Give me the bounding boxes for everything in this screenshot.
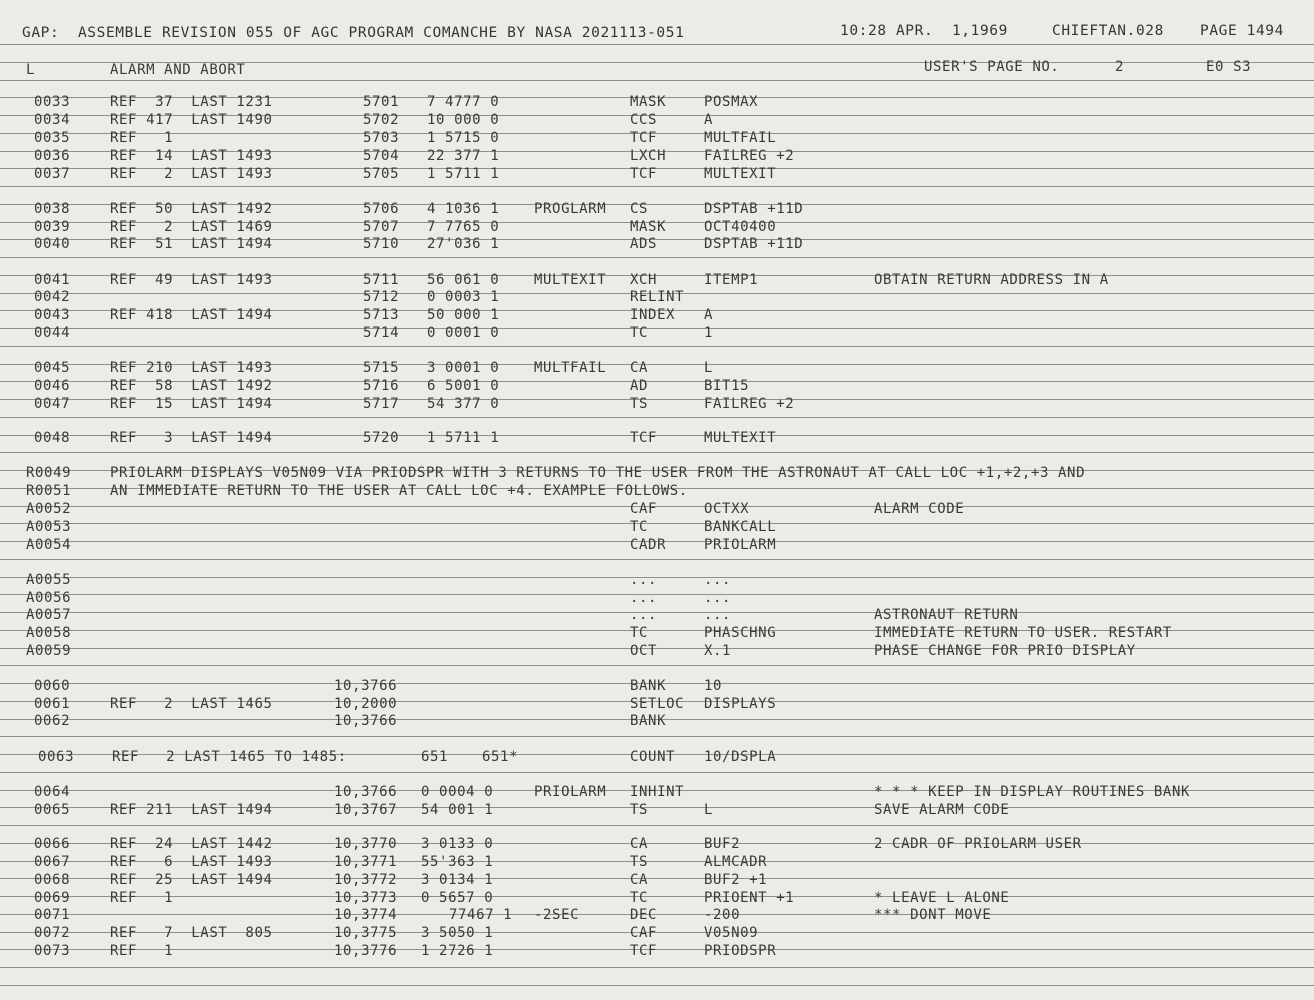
line-no: 0048 <box>34 430 71 446</box>
header-title: GAP: ASSEMBLE REVISION 055 OF AGC PROGRAM COMANCHE BY NASA 2021113-051 <box>22 25 685 41</box>
line-loc: 5714 <box>363 325 400 341</box>
users-page-label: USER'S PAGE NO. <box>924 59 1060 75</box>
line-addr: V05N09 <box>704 925 759 941</box>
line-addr: X.1 <box>704 643 732 659</box>
line-op: TS <box>630 396 649 412</box>
line-ref: REF 14 LAST 1493 <box>110 148 273 164</box>
line-code: 1 5711 1 <box>427 430 500 446</box>
line-cmt: 2 CADR OF PRIOLARM USER <box>874 836 1082 852</box>
line-no: 0034 <box>34 112 71 128</box>
count-line-number: 0063 <box>38 749 75 765</box>
line-code: 3 0134 1 <box>421 872 494 888</box>
line-op: CAF <box>630 501 658 517</box>
log-section-title: ALARM AND ABORT <box>110 62 246 78</box>
line-addr: ... <box>704 572 732 588</box>
line-ref: REF 1 <box>110 943 174 959</box>
subheader-right: E0 S3 <box>1206 59 1252 75</box>
line-code: 1 2726 1 <box>421 943 494 959</box>
line-op: CS <box>630 201 649 217</box>
line-cmt: IMMEDIATE RETURN TO USER. RESTART <box>874 625 1172 641</box>
line-addr: -200 <box>704 907 741 923</box>
line-op: ... <box>630 572 658 588</box>
line-no: 0067 <box>34 854 71 870</box>
line-op: BANK <box>630 713 667 729</box>
line-no: 0043 <box>34 307 71 323</box>
line-code: 0 0004 0 <box>421 784 494 800</box>
line-addr: ITEMP1 <box>704 272 759 288</box>
line-loc: 10,3774 <box>334 907 398 923</box>
line-addr: PHASCHNG <box>704 625 777 641</box>
line-ref: REF 51 LAST 1494 <box>110 236 273 252</box>
line-no: A0055 <box>26 572 72 588</box>
count-line-op: COUNT <box>630 749 676 765</box>
line-op: INHINT <box>630 784 685 800</box>
line-ref: REF 50 LAST 1492 <box>110 201 273 217</box>
remark-number: R0049 <box>26 465 72 481</box>
line-code: 3 0001 0 <box>427 360 500 376</box>
line-ref: REF 37 LAST 1231 <box>110 94 273 110</box>
line-cmt: * * * KEEP IN DISPLAY ROUTINES BANK <box>874 784 1191 800</box>
line-addr: A <box>704 307 714 323</box>
line-loc: 5705 <box>363 166 400 182</box>
line-loc: 5720 <box>363 430 400 446</box>
line-ref: REF 3 LAST 1494 <box>110 430 273 446</box>
line-addr: L <box>704 360 714 376</box>
line-no: 0035 <box>34 130 71 146</box>
line-label: MULTFAIL <box>534 360 607 376</box>
line-addr: 1 <box>704 325 714 341</box>
line-no: 0073 <box>34 943 71 959</box>
line-op: TC <box>630 890 649 906</box>
line-no: 0065 <box>34 802 71 818</box>
line-addr: L <box>704 802 714 818</box>
line-no: 0037 <box>34 166 71 182</box>
line-op: TCF <box>630 430 658 446</box>
line-code: 54 377 0 <box>427 396 500 412</box>
line-code: 50 000 1 <box>427 307 500 323</box>
line-loc: 5712 <box>363 289 400 305</box>
line-ref: REF 2 LAST 1465 <box>110 696 273 712</box>
line-ref: REF 210 LAST 1493 <box>110 360 273 376</box>
line-no: A0057 <box>26 607 72 623</box>
line-addr: OCTXX <box>704 501 750 517</box>
line-loc: 5713 <box>363 307 400 323</box>
header-time: 10:28 APR. 1,1969 <box>840 23 1008 39</box>
line-loc: 10,3766 <box>334 678 398 694</box>
line-code: 55'363 1 <box>421 854 494 870</box>
line-op: LXCH <box>630 148 667 164</box>
line-loc: 5701 <box>363 94 400 110</box>
line-code: 27'036 1 <box>427 236 500 252</box>
line-code: 10 000 0 <box>427 112 500 128</box>
line-no: 0041 <box>34 272 71 288</box>
line-loc: 5710 <box>363 236 400 252</box>
line-no: 0033 <box>34 94 71 110</box>
line-ref: REF 418 LAST 1494 <box>110 307 273 323</box>
line-ref: REF 2 LAST 1469 <box>110 219 273 235</box>
line-loc: 10,3772 <box>334 872 398 888</box>
line-label: PRIOLARM <box>534 784 607 800</box>
line-addr: A <box>704 112 714 128</box>
line-cmt: ASTRONAUT RETURN <box>874 607 1019 623</box>
line-no: 0060 <box>34 678 71 694</box>
line-no: 0046 <box>34 378 71 394</box>
line-addr: FAILREG +2 <box>704 148 795 164</box>
line-addr: POSMAX <box>704 94 759 110</box>
line-no: 0039 <box>34 219 71 235</box>
line-addr: PRIOLARM <box>704 537 777 553</box>
line-op: MASK <box>630 94 667 110</box>
line-op: ... <box>630 590 658 606</box>
line-no: 0062 <box>34 713 71 729</box>
line-loc: 5702 <box>363 112 400 128</box>
line-addr: MULTEXIT <box>704 430 777 446</box>
line-no: A0059 <box>26 643 72 659</box>
line-op: ADS <box>630 236 658 252</box>
line-addr: MULTEXIT <box>704 166 777 182</box>
line-label: -2SEC <box>534 907 580 923</box>
line-no: A0053 <box>26 519 72 535</box>
line-addr: MULTFAIL <box>704 130 777 146</box>
count-value-1: 651 <box>421 749 449 765</box>
line-code: 77467 1 <box>449 907 513 923</box>
line-addr: BUF2 +1 <box>704 872 768 888</box>
line-op: BANK <box>630 678 667 694</box>
line-cmt: OBTAIN RETURN ADDRESS IN A <box>874 272 1109 288</box>
line-ref: REF 7 LAST 805 <box>110 925 273 941</box>
line-ref: REF 25 LAST 1494 <box>110 872 273 888</box>
line-addr: 10 <box>704 678 723 694</box>
line-ref: REF 417 LAST 1490 <box>110 112 273 128</box>
line-op: CAF <box>630 925 658 941</box>
log-section-letter: L <box>26 62 36 78</box>
line-ref: REF 58 LAST 1492 <box>110 378 273 394</box>
line-addr: PRIODSPR <box>704 943 777 959</box>
line-op: TCF <box>630 130 658 146</box>
remark-text: AN IMMEDIATE RETURN TO THE USER AT CALL LOC +4. EXAMPLE FOLLOWS. <box>110 483 688 499</box>
line-cmt: SAVE ALARM CODE <box>874 802 1010 818</box>
line-op: MASK <box>630 219 667 235</box>
line-loc: 5703 <box>363 130 400 146</box>
line-loc: 10,3771 <box>334 854 398 870</box>
line-op: CA <box>630 872 649 888</box>
line-loc: 5716 <box>363 378 400 394</box>
line-ref: REF 1 <box>110 130 174 146</box>
line-no: A0052 <box>26 501 72 517</box>
line-no: 0064 <box>34 784 71 800</box>
line-loc: 10,3776 <box>334 943 398 959</box>
line-loc: 10,3770 <box>334 836 398 852</box>
line-code: 4 1036 1 <box>427 201 500 217</box>
line-ref: REF 15 LAST 1494 <box>110 396 273 412</box>
line-addr: BIT15 <box>704 378 750 394</box>
line-no: 0044 <box>34 325 71 341</box>
line-op: OCT <box>630 643 658 659</box>
line-cmt: *** DONT MOVE <box>874 907 992 923</box>
line-code: 0 0001 0 <box>427 325 500 341</box>
line-loc: 5706 <box>363 201 400 217</box>
line-addr: ... <box>704 607 732 623</box>
line-no: 0068 <box>34 872 71 888</box>
header-file: CHIEFTAN.028 <box>1052 23 1164 39</box>
line-loc: 10,3767 <box>334 802 398 818</box>
line-ref: REF 1 <box>110 890 174 906</box>
line-no: A0056 <box>26 590 72 606</box>
line-loc: 5707 <box>363 219 400 235</box>
line-op: CA <box>630 360 649 376</box>
header-page: PAGE 1494 <box>1200 23 1284 39</box>
line-no: 0040 <box>34 236 71 252</box>
line-addr: DSPTAB +11D <box>704 201 804 217</box>
line-no: 0047 <box>34 396 71 412</box>
line-op: TS <box>630 854 649 870</box>
line-op: TC <box>630 625 649 641</box>
line-no: 0072 <box>34 925 71 941</box>
line-no: 0069 <box>34 890 71 906</box>
line-loc: 10,3766 <box>334 713 398 729</box>
line-op: TCF <box>630 943 658 959</box>
line-no: 0071 <box>34 907 71 923</box>
line-code: 6 5001 0 <box>427 378 500 394</box>
line-no: 0038 <box>34 201 71 217</box>
line-loc: 10,3766 <box>334 784 398 800</box>
line-no: 0045 <box>34 360 71 376</box>
line-code: 1 5715 0 <box>427 130 500 146</box>
line-op: TC <box>630 325 649 341</box>
line-no: 0036 <box>34 148 71 164</box>
line-loc: 10,2000 <box>334 696 398 712</box>
line-op: CADR <box>630 537 667 553</box>
line-code: 3 5050 1 <box>421 925 494 941</box>
line-code: 1 5711 1 <box>427 166 500 182</box>
line-op: TCF <box>630 166 658 182</box>
remark-number: R0051 <box>26 483 72 499</box>
line-op: SETLOC <box>630 696 685 712</box>
line-op: DEC <box>630 907 658 923</box>
line-addr: ... <box>704 590 732 606</box>
line-op: ... <box>630 607 658 623</box>
line-code: 22 377 1 <box>427 148 500 164</box>
line-addr: BANKCALL <box>704 519 777 535</box>
line-op: TC <box>630 519 649 535</box>
line-label: PROGLARM <box>534 201 607 217</box>
line-addr: BUF2 <box>704 836 741 852</box>
line-cmt: ALARM CODE <box>874 501 965 517</box>
line-loc: 5715 <box>363 360 400 376</box>
line-op: TS <box>630 802 649 818</box>
line-loc: 5704 <box>363 148 400 164</box>
line-code: 54 001 1 <box>421 802 494 818</box>
count-line-addr: 10/DSPLA <box>704 749 777 765</box>
remark-text: PRIOLARM DISPLAYS V05N09 VIA PRIODSPR WITH 3 RETURNS TO THE USER FROM THE ASTRONAUT AT CALL LOC +1,+2,+3 AND <box>110 465 1086 481</box>
line-no: A0054 <box>26 537 72 553</box>
line-code: 0 0003 1 <box>427 289 500 305</box>
line-loc: 10,3775 <box>334 925 398 941</box>
line-loc: 5717 <box>363 396 400 412</box>
line-cmt: PHASE CHANGE FOR PRIO DISPLAY <box>874 643 1136 659</box>
line-addr: OCT40400 <box>704 219 777 235</box>
line-code: 7 4777 0 <box>427 94 500 110</box>
line-code: 0 5657 0 <box>421 890 494 906</box>
line-code: 56 061 0 <box>427 272 500 288</box>
line-no: 0061 <box>34 696 71 712</box>
count-line-ref: REF 2 LAST 1465 TO 1485: <box>112 749 347 765</box>
line-addr: FAILREG +2 <box>704 396 795 412</box>
line-op: INDEX <box>630 307 676 323</box>
line-op: CCS <box>630 112 658 128</box>
line-no: A0058 <box>26 625 72 641</box>
line-code: 7 7765 0 <box>427 219 500 235</box>
line-op: XCH <box>630 272 658 288</box>
line-ref: REF 2 LAST 1493 <box>110 166 273 182</box>
count-value-2: 651* <box>482 749 519 765</box>
line-op: AD <box>630 378 649 394</box>
line-loc: 5711 <box>363 272 400 288</box>
line-ref: REF 49 LAST 1493 <box>110 272 273 288</box>
line-ref: REF 24 LAST 1442 <box>110 836 273 852</box>
line-addr: DSPTAB +11D <box>704 236 804 252</box>
line-op: RELINT <box>630 289 685 305</box>
line-addr: PRIOENT +1 <box>704 890 795 906</box>
users-page-number: 2 <box>1115 59 1125 75</box>
line-label: MULTEXIT <box>534 272 607 288</box>
line-code: 3 0133 0 <box>421 836 494 852</box>
line-addr: DISPLAYS <box>704 696 777 712</box>
line-cmt: * LEAVE L ALONE <box>874 890 1010 906</box>
line-loc: 10,3773 <box>334 890 398 906</box>
line-no: 0042 <box>34 289 71 305</box>
line-addr: ALMCADR <box>704 854 768 870</box>
line-ref: REF 6 LAST 1493 <box>110 854 273 870</box>
line-ref: REF 211 LAST 1494 <box>110 802 273 818</box>
line-no: 0066 <box>34 836 71 852</box>
line-op: CA <box>630 836 649 852</box>
